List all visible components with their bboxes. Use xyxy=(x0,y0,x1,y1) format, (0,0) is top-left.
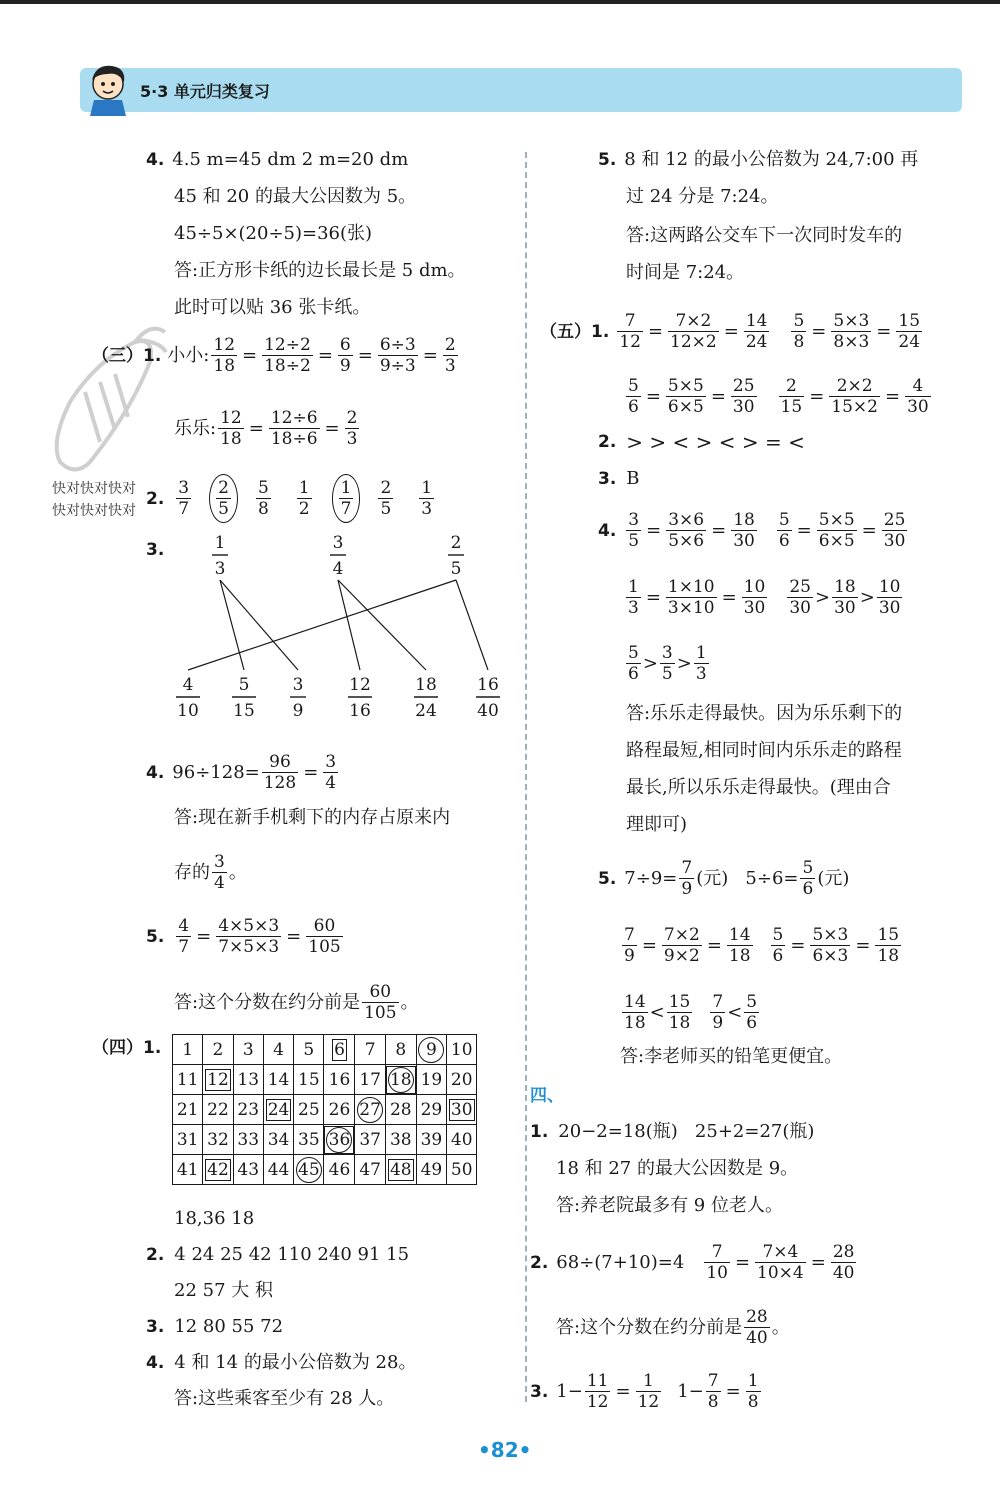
match-top-1-num: 1 xyxy=(214,533,226,553)
text: 4 24 25 42 110 240 91 15 xyxy=(174,1244,410,1265)
question-number: 3. xyxy=(530,1381,549,1402)
fraction: $\frac{4\times 5\times 3}{7\times 5\times 3}$ xyxy=(218,916,280,957)
square-mark: 6 xyxy=(334,1039,345,1060)
question-number: 2. xyxy=(146,1245,165,1265)
r-s5-q5-answer: 答:李老师买的铅笔更便宜。 xyxy=(620,1046,843,1067)
fraction: 2 5 xyxy=(380,478,392,519)
grid-cell: 32 xyxy=(203,1125,233,1155)
s3-q1-line2: 乐乐: $\frac{12}{18}$ = $\frac{12\div 6}{18\div 6}$ = $\frac{2}{3}$ xyxy=(174,408,358,449)
r-s4-label xyxy=(530,1082,564,1110)
match-bottom-5-num: 18 xyxy=(415,675,437,695)
fraction: $\frac{2}{3}$ xyxy=(346,408,358,449)
grid-cell: 31 xyxy=(173,1125,203,1155)
fraction: $\frac{96}{128}$ xyxy=(263,752,297,793)
question-number: 5. xyxy=(598,150,617,170)
r-s4-q1-line3: 答:养老院最多有 9 位老人。 xyxy=(556,1195,783,1216)
fraction: $\frac{3}{5}$ xyxy=(628,510,640,551)
match-bottom-6-den: 40 xyxy=(477,701,499,721)
question-number: 3. xyxy=(598,469,617,489)
text: 68÷(7+10)=4 xyxy=(556,1251,685,1273)
grid-cell: 39 xyxy=(416,1125,446,1155)
fraction: $\frac{4}{7}$ xyxy=(178,916,190,957)
s3-q5-expr: 5. $\frac{4}{7}$ = $\frac{4\times 5\times 3}{7\times 5\times 3}$ = $\frac{60}{105}$ xyxy=(146,916,341,957)
fraction: $\frac{1}{8}$ xyxy=(747,1371,759,1412)
text: > > < > < > = < xyxy=(626,430,805,454)
text: 8 和 12 的最小公倍数为 24,7:00 再 xyxy=(624,149,919,170)
match-top-2-den: 4 xyxy=(332,559,344,579)
side-note: 快对快对快对 xyxy=(52,481,136,497)
fraction: $\frac{18}{30}$ xyxy=(733,510,755,551)
section-label: （四）1. xyxy=(92,1038,162,1058)
match-line xyxy=(338,580,426,670)
fraction: $\frac{12}{18}$ xyxy=(220,408,242,449)
q4-line3: 45÷5×(20÷5)=36(张) xyxy=(174,223,373,244)
q4-line1 xyxy=(146,146,408,174)
grid-cell: 23 xyxy=(233,1095,263,1125)
fraction: $\frac{1}{12}$ xyxy=(637,1371,660,1412)
fraction: 60 105 xyxy=(364,982,397,1023)
grid-cell: 15 xyxy=(294,1065,324,1095)
r-s4-q2-answer xyxy=(556,1307,790,1348)
fraction: 5 6 xyxy=(628,643,639,684)
grid-cell: 13 xyxy=(233,1065,263,1095)
grid-row xyxy=(173,1095,477,1125)
r-s5-q5-line2: $\frac{7}{9}$ = $\frac{7\times 2}{9\times 2}$ = $\frac{14}{18}$ $\frac{5}{6}$ = $\frac{5\times 3}{6\times 3}$ = $\frac{15}{18}$ xyxy=(624,925,900,966)
grid-cell xyxy=(447,1095,477,1125)
grid-cell xyxy=(203,1155,233,1185)
s3-q1-line1: （三）1. 小小: $\frac{12}{18}$ = $\frac{12\div 2}{18\div 2}$ = $\frac{6}{9}$ = $\frac{6\div 3}{9\div 3}$ = $\frac{2}{3}$ xyxy=(92,335,456,376)
text: 12 80 55 72 xyxy=(174,1316,284,1337)
mascot-icon xyxy=(84,60,132,116)
s4-q3 xyxy=(146,1313,283,1341)
grid-cell xyxy=(263,1095,293,1125)
grid-cell: 41 xyxy=(173,1155,203,1185)
question-number: 3. xyxy=(146,540,165,560)
r-s5-q4-ans1: 答:乐乐走得最快。因为乐乐剩下的 xyxy=(626,703,903,724)
fraction: 1 3 xyxy=(695,643,707,684)
r-s5-q1-line2: $\frac{5}{6}$ = $\frac{5\times 5}{6\times 5}$ = $\frac{25}{30}$ $\frac{2}{15}$ = $\frac{2\times 2}{15\times 2}$ = $\frac{4}{30}$ xyxy=(628,376,929,417)
match-line xyxy=(188,580,456,670)
fraction: $\frac{7}{10}$ xyxy=(706,1242,728,1283)
grid-cell: 16 xyxy=(324,1065,355,1095)
text: 。 xyxy=(400,991,419,1013)
text: (元) 5÷6= xyxy=(696,867,799,889)
q4-line4: 答:正方形卡纸的边长最长是 5 dm。 xyxy=(174,260,466,281)
question-number: 3. xyxy=(146,1317,165,1337)
q4-line5: 此时可以贴 36 张卡纸。 xyxy=(174,297,371,318)
fraction: $\frac{7\times 4}{10\times 4}$ xyxy=(757,1242,804,1283)
fraction: 7 9 xyxy=(712,992,724,1033)
grid-row xyxy=(173,1035,477,1065)
text: B xyxy=(626,468,640,489)
grid-cell: 46 xyxy=(324,1155,355,1185)
column-divider xyxy=(525,152,527,1402)
text: 1− xyxy=(677,1380,704,1402)
text: 小小: xyxy=(167,344,210,366)
square-mark: 12 xyxy=(207,1069,229,1090)
s4-q4-line1 xyxy=(146,1349,416,1377)
fraction: $\frac{5}{8}$ xyxy=(793,311,805,352)
s3-q4-answer1: 答:现在新手机剩下的内存占原来内 xyxy=(174,807,451,828)
match-bottom-1-den: 10 xyxy=(177,701,199,721)
fraction: $\frac{2\times 2}{15\times 2}$ xyxy=(831,376,878,417)
r-s5-q1-line1: （五）1. $\frac{7}{12}$ = $\frac{7\times 2}{12\times 2}$ = $\frac{14}{24}$ $\frac{5}{8}$ = $\frac{5\times 3}{8\times 3}$ = $\frac{15}{24}$ xyxy=(540,311,921,352)
fraction: $\frac{12}{18}$ xyxy=(213,335,236,376)
grid-cell: 11 xyxy=(173,1065,203,1095)
fraction: $\frac{14}{24}$ xyxy=(745,311,768,352)
circle-mark: 9 xyxy=(418,1037,444,1063)
fraction: $\frac{25}{30}$ xyxy=(883,510,906,551)
fraction: 1 2 xyxy=(298,478,310,519)
s4-q4-line2: 答:这些乘客至少有 28 人。 xyxy=(174,1388,395,1409)
grid-cell: 5 xyxy=(294,1035,324,1065)
question-number: 5. xyxy=(146,926,165,947)
fraction: $\frac{7}{9}$ xyxy=(624,925,635,966)
fraction: $\frac{10}{30}$ xyxy=(743,577,766,618)
match-top-3-num: 2 xyxy=(450,533,462,553)
circled-fraction: 1 7 xyxy=(332,474,361,523)
s4-q2-line2: 22 57 大 积 xyxy=(174,1280,273,1301)
text: 20−2=18(瓶) 25+2=27(瓶) xyxy=(558,1121,815,1142)
fraction: 3 7 xyxy=(178,478,190,519)
fraction: $\frac{3}{4}$ xyxy=(325,752,337,793)
grid-cell xyxy=(385,1065,416,1095)
question-number: 2. xyxy=(530,1252,549,1273)
grid-row xyxy=(173,1155,477,1185)
fraction: $\frac{1\times 10}{3\times 10}$ xyxy=(667,577,715,618)
fraction: $\frac{5}{6}$ xyxy=(628,376,639,417)
grid-row xyxy=(173,1125,477,1155)
fraction: $\frac{6}{9}$ xyxy=(339,335,351,376)
r-s5-q2 xyxy=(598,428,805,456)
fraction: $\frac{28}{40}$ xyxy=(832,1242,855,1283)
grid-cell: 49 xyxy=(416,1155,446,1185)
matching-diagram xyxy=(170,530,510,730)
circle-mark: 18 xyxy=(388,1067,414,1093)
text: 答:这个分数在约分前是 xyxy=(174,991,361,1013)
question-number: 4. xyxy=(146,150,165,170)
r-s4-q3: 3. 1− $\frac{11}{12}$ = $\frac{1}{12}$ 1− $\frac{7}{8}$ = $\frac{1}{8}$ xyxy=(530,1371,759,1412)
question-number: 4. xyxy=(146,762,165,783)
match-bottom-2-den: 15 xyxy=(233,701,255,721)
grid-cell xyxy=(324,1035,355,1065)
match-bottom-3-num: 3 xyxy=(292,675,304,695)
grid-cell: 33 xyxy=(233,1125,263,1155)
section-label: （五）1. xyxy=(540,321,610,342)
match-bottom-4-num: 12 xyxy=(349,675,371,695)
page-number: •82• xyxy=(478,1438,532,1462)
text: (元) xyxy=(817,867,850,889)
grid-cell: 1 xyxy=(173,1035,203,1065)
fraction: 10 30 xyxy=(878,577,901,618)
text: 。 xyxy=(228,861,247,883)
fraction: 28 40 xyxy=(746,1307,768,1348)
text: 4 和 14 的最小公倍数为 28。 xyxy=(174,1352,417,1373)
fraction: $\frac{25}{30}$ xyxy=(732,376,755,417)
text: 7÷9= xyxy=(624,867,678,889)
match-bottom-4-den: 16 xyxy=(349,701,371,721)
text: 。 xyxy=(771,1316,790,1338)
fraction: $\frac{11}{12}$ xyxy=(586,1371,609,1412)
r-s5-q4-ans2: 路程最短,相同时间内乐乐走的路程 xyxy=(626,740,902,761)
r-s5-q5-line1 xyxy=(598,858,849,899)
grid-cell: 37 xyxy=(355,1125,385,1155)
grid-cell: 20 xyxy=(447,1065,477,1095)
grid-cell xyxy=(294,1155,324,1185)
grid-cell: 2 xyxy=(203,1035,233,1065)
fraction: 25 30 xyxy=(789,577,811,618)
grid-cell: 47 xyxy=(355,1155,385,1185)
fraction: $\frac{60}{105}$ xyxy=(308,916,341,957)
grid-cell: 34 xyxy=(263,1125,293,1155)
grid-cell xyxy=(416,1035,446,1065)
fraction: 14 18 xyxy=(624,992,646,1033)
fraction: $\frac{5}{6}$ xyxy=(772,925,784,966)
fraction: $\frac{5\times 3}{8\times 3}$ xyxy=(833,311,870,352)
r-s5-q4-ans3: 最长,所以乐乐走得最快。(理由合 xyxy=(626,777,891,798)
circle-mark: 27 xyxy=(357,1097,383,1123)
text: 1− xyxy=(556,1380,583,1402)
q4-line2: 45 和 20 的最大公因数为 5。 xyxy=(174,186,417,207)
fraction: 5 8 xyxy=(257,478,269,519)
fraction: 15 18 xyxy=(668,992,691,1033)
match-top-3-den: 5 xyxy=(450,559,462,579)
match-bottom-2-num: 5 xyxy=(238,675,250,695)
text: 4.5 m=45 dm 2 m=20 dm xyxy=(172,149,409,170)
fraction: $\frac{7}{12}$ xyxy=(619,311,641,352)
r-q5-line1 xyxy=(598,146,918,174)
fraction: $\frac{5}{6}$ xyxy=(802,858,814,899)
grid-cell xyxy=(203,1065,233,1095)
fraction: $\frac{3\times 6}{5\times 6}$ xyxy=(668,510,705,551)
grid-cell xyxy=(385,1155,416,1185)
header-title: 5·3 单元归类复习 xyxy=(140,82,270,101)
grid-cell: 21 xyxy=(173,1095,203,1125)
question-number: 2. xyxy=(598,432,617,452)
fraction: $\frac{12\div 6}{18\div 6}$ xyxy=(270,408,318,449)
grid-cell: 26 xyxy=(324,1095,355,1125)
grid-cell: 28 xyxy=(385,1095,416,1125)
grid-cell: 29 xyxy=(416,1095,446,1125)
fraction: $\frac{7\times 2}{12\times 2}$ xyxy=(670,311,717,352)
s3-q5-answer xyxy=(174,982,419,1023)
side-note: 快对快对快对 xyxy=(52,503,136,519)
question-number: 2. xyxy=(146,488,165,509)
question-number: 5. xyxy=(598,868,617,889)
question-number: 1. xyxy=(530,1122,549,1142)
r-q5-line4: 时间是 7:24。 xyxy=(626,262,745,283)
grid-cell: 43 xyxy=(233,1155,263,1185)
grid-cell xyxy=(355,1095,385,1125)
fraction: $\frac{5\times 5}{6\times 5}$ xyxy=(667,376,704,417)
grid-row xyxy=(173,1065,477,1095)
r-q5-line2: 过 24 分是 7:24。 xyxy=(626,186,779,207)
fraction: $\frac{7\times 2}{9\times 2}$ xyxy=(663,925,700,966)
grid-cell: 14 xyxy=(263,1065,293,1095)
circle-mark: 36 xyxy=(326,1127,352,1153)
fraction: 18 30 xyxy=(834,577,856,618)
text: 答:这个分数在约分前是 xyxy=(556,1316,743,1338)
grid-cell: 40 xyxy=(447,1125,477,1155)
fraction: $\frac{6\div 3}{9\div 3}$ xyxy=(379,335,416,376)
circled-fraction: 2 5 xyxy=(209,474,238,523)
text: 96÷128= xyxy=(172,761,260,783)
match-line xyxy=(338,580,360,670)
fraction: $\frac{15}{18}$ xyxy=(877,925,900,966)
circle-mark: 45 xyxy=(296,1157,322,1183)
r-s5-q4-line1: 4. $\frac{3}{5}$ = $\frac{3\times 6}{5\times 6}$ = $\frac{18}{30}$ $\frac{5}{6}$ = $\frac{5\times 5}{6\times 5}$ = $\frac{25}{30}$ xyxy=(598,510,906,551)
match-top-1-den: 3 xyxy=(214,559,226,579)
square-mark: 30 xyxy=(450,1099,473,1120)
grid-cell: 4 xyxy=(263,1035,293,1065)
fraction: $\frac{4}{30}$ xyxy=(907,376,929,417)
grid-cell: 3 xyxy=(233,1035,263,1065)
square-mark xyxy=(324,1126,354,1154)
s3-q4-expr: 4. 96÷128= $\frac{96}{128}$ = $\frac{3}{4}$ xyxy=(146,752,337,793)
square-mark: 24 xyxy=(267,1099,290,1120)
fraction: $\frac{5\times 5}{6\times 5}$ xyxy=(818,510,855,551)
fraction: $\frac{2}{3}$ xyxy=(444,335,456,376)
r-s5-q4-line3: 5 6 > 3 5 > 1 3 xyxy=(628,643,707,684)
r-s5-q4-ans4: 理即可) xyxy=(626,814,688,835)
square-mark xyxy=(386,1066,416,1094)
grid-cell: 7 xyxy=(355,1035,385,1065)
text: 乐乐: xyxy=(174,417,217,439)
grid-cell: 17 xyxy=(355,1065,385,1095)
grid-cell: 38 xyxy=(385,1125,416,1155)
fraction: 3 4 xyxy=(214,852,225,893)
r-s5-q3 xyxy=(598,465,640,493)
r-s4-q2-line1: 2. 68÷(7+10)=4 $\frac{7}{10}$ = $\frac{7\times 4}{10\times 4}$ = $\frac{28}{40}$ xyxy=(530,1242,855,1283)
grid-cell: 8 xyxy=(385,1035,416,1065)
fraction: 1 3 xyxy=(421,478,433,519)
s3-q2 xyxy=(146,474,436,523)
square-mark: 42 xyxy=(207,1159,229,1180)
r-s4-q1-line2: 18 和 27 的最大公因数是 9。 xyxy=(556,1158,799,1179)
grid-cell: 19 xyxy=(416,1065,446,1095)
grid-cell: 35 xyxy=(294,1125,324,1155)
r-s5-q5-line3: 14 18 < 15 18 7 9 < 5 6 xyxy=(624,992,758,1033)
fraction: $\frac{5\times 3}{6\times 3}$ xyxy=(812,925,849,966)
fraction: $\frac{5}{6}$ xyxy=(778,510,790,551)
s3-q4-answer2 xyxy=(174,852,247,893)
fraction: 5 6 xyxy=(746,992,758,1033)
s4-label xyxy=(92,1034,161,1062)
fraction: 3 5 xyxy=(661,643,673,684)
question-number: 4. xyxy=(146,1353,165,1373)
grid-cell: 22 xyxy=(203,1095,233,1125)
grid-cell: 10 xyxy=(447,1035,477,1065)
fraction: $\frac{7}{8}$ xyxy=(707,1371,719,1412)
s4-q2-line1 xyxy=(146,1241,409,1269)
question-number: 4. xyxy=(598,520,617,541)
top-rule xyxy=(0,0,1000,4)
fraction: $\frac{2}{15}$ xyxy=(780,376,803,417)
fraction: $\frac{12\div 2}{18\div 2}$ xyxy=(264,335,311,376)
r-q5-line3: 答:这两路公交车下一次同时发车的 xyxy=(626,225,903,246)
fraction: $\frac{7}{9}$ xyxy=(681,858,693,899)
r-s4-q1-line1 xyxy=(530,1118,814,1146)
text: 存的 xyxy=(174,861,210,883)
s3-q3-number xyxy=(146,536,164,564)
grid-cell: 44 xyxy=(263,1155,293,1185)
grid-cell xyxy=(324,1125,355,1155)
number-grid xyxy=(172,1034,477,1185)
match-top-2-num: 3 xyxy=(332,533,344,553)
section-label: （三）1. xyxy=(92,345,162,366)
match-bottom-1-num: 4 xyxy=(182,675,194,695)
fraction: $\frac{15}{24}$ xyxy=(898,311,921,352)
s4-q1-result: 18,36 18 xyxy=(174,1208,255,1229)
section-label: 四、 xyxy=(530,1086,564,1106)
grid-cell: 50 xyxy=(447,1155,477,1185)
match-bottom-5-den: 24 xyxy=(415,701,437,721)
square-mark: 48 xyxy=(389,1159,412,1180)
match-bottom-6-num: 16 xyxy=(477,675,499,695)
match-line xyxy=(456,580,488,670)
match-bottom-3-den: 9 xyxy=(292,701,304,721)
fraction: $\frac{14}{18}$ xyxy=(728,925,751,966)
grid-cell: 25 xyxy=(294,1095,324,1125)
fraction: $\frac{1}{3}$ xyxy=(628,577,639,618)
r-s5-q4-line2: $\frac{1}{3}$ = $\frac{1\times 10}{3\times 10}$ = $\frac{10}{30}$ 25 30 > 18 30 > 10 30 xyxy=(628,577,901,618)
